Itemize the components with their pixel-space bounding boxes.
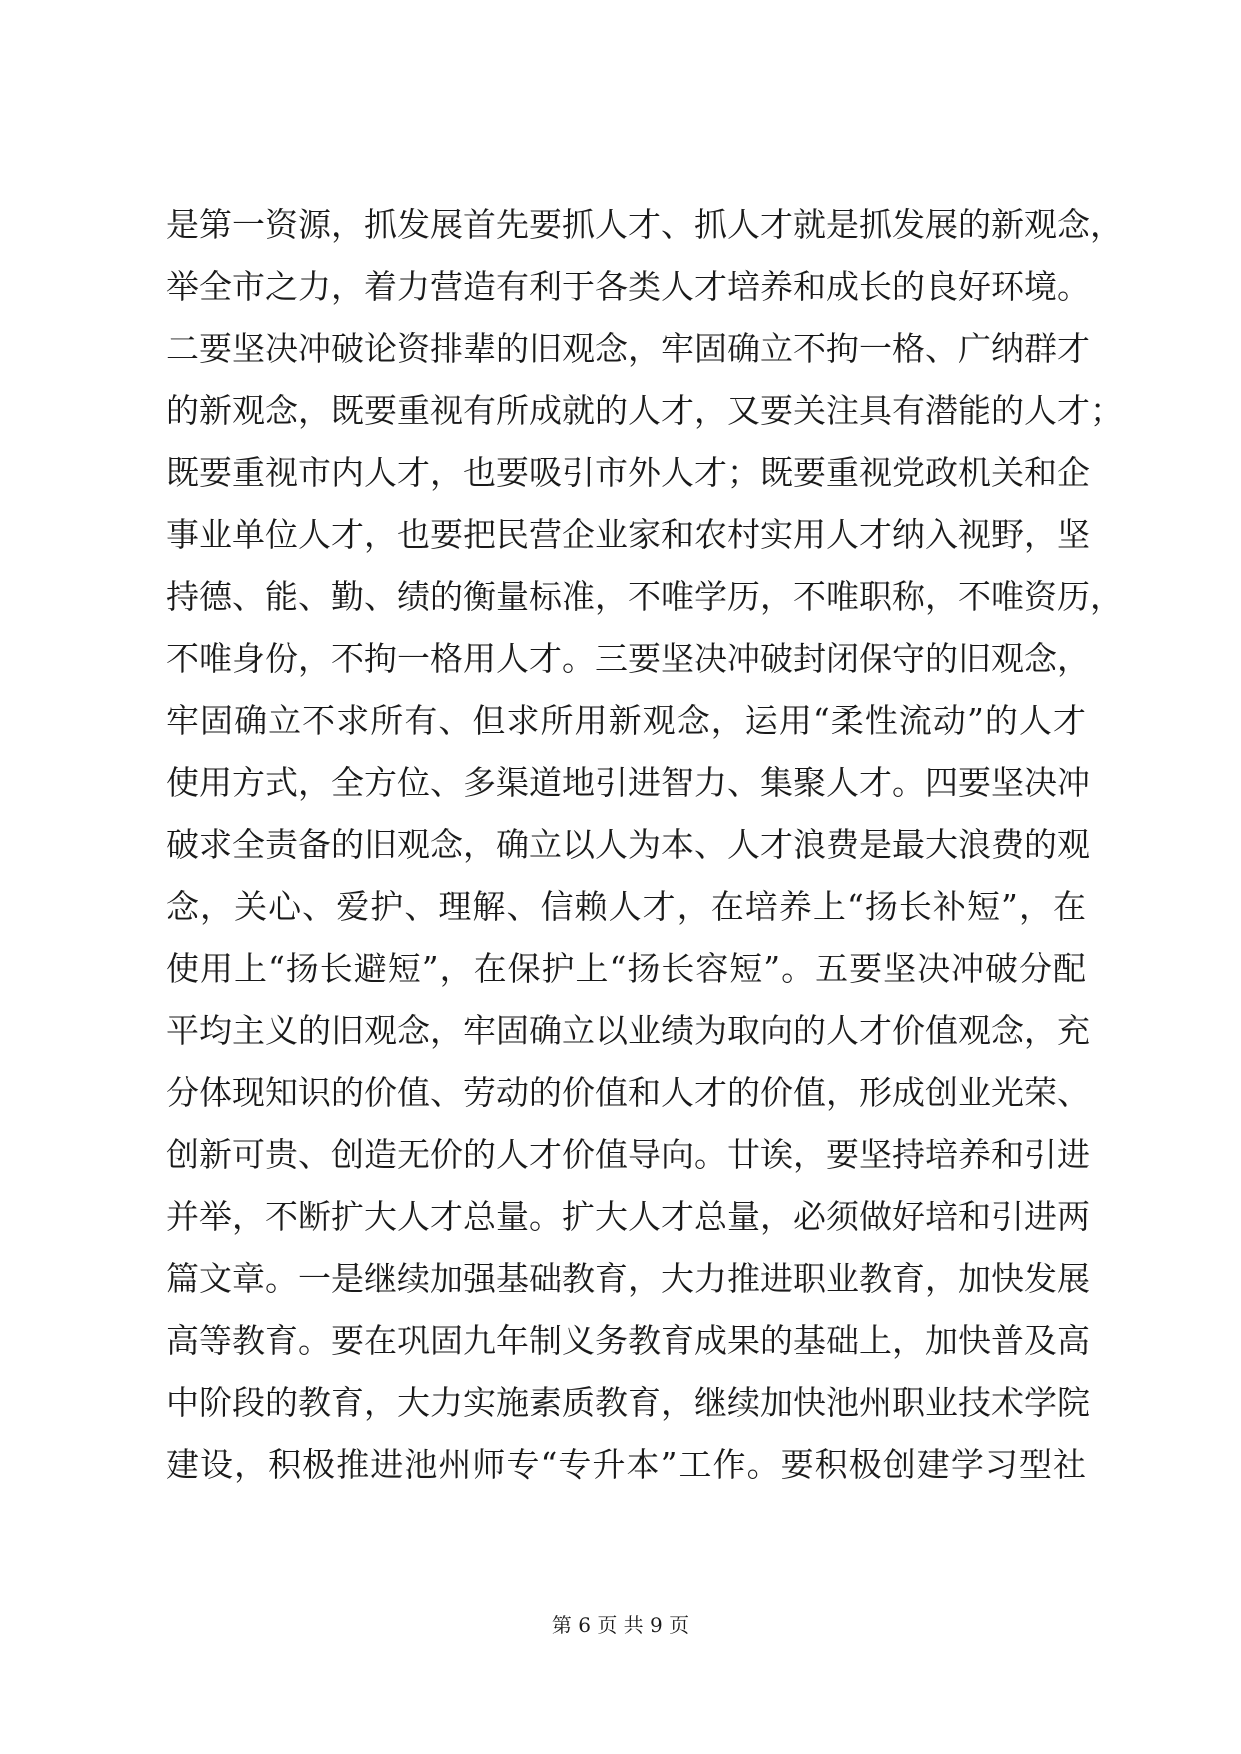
text-line: 中阶段的教育，大力实施素质教育，继续加快池州职业技术学院	[166, 1383, 1090, 1422]
text-line: 分体现知识的价值、劳动的价值和人才的价值，形成创业光荣、	[166, 1073, 1090, 1112]
text-line: 事业单位人才，也要把民营企业家和农村实用人才纳入视野，坚	[166, 515, 1090, 554]
text-line: 使用方式，全方位、多渠道地引进智力、集聚人才。四要坚决冲	[166, 763, 1090, 802]
text-line: 建设，积极推进池州师专“专升本”工作。要积极创建学习型社	[166, 1445, 1086, 1484]
text-line: 创新可贵、创造无价的人才价值导向。廿诶，要坚持培养和引进	[166, 1135, 1090, 1174]
text-line: 高等教育。要在巩固九年制义务教育成果的基础上，加快普及高	[166, 1321, 1090, 1360]
body-text	[166, 194, 1123, 1496]
text-line: 平均主义的旧观念，牢固确立以业绩为取向的人才价值观念，充	[166, 1011, 1090, 1050]
text-line: 念，关心、爱护、理解、信赖人才，在培养上“扬长补短”，在	[166, 887, 1086, 926]
text-line: 牢固确立不求所有、但求所用新观念，运用“柔性流动”的人才	[166, 701, 1086, 740]
text-line: 是第一资源，抓发展首先要抓人才、抓人才就是抓发展的新观念，	[166, 205, 1123, 244]
text-line: 使用上“扬长避短”，在保护上“扬长容短”。五要坚决冲破分配	[166, 949, 1086, 988]
text-line: 举全市之力，着力营造有利于各类人才培养和成长的良好环境。	[166, 267, 1090, 306]
text-line: 既要重视市内人才，也要吸引市外人才；既要重视党政机关和企	[166, 453, 1090, 492]
text-line: 不唯身份，不拘一格用人才。三要坚决冲破封闭保守的旧观念，	[166, 639, 1090, 678]
text-line: 破求全责备的旧观念，确立以人为本、人才浪费是最大浪费的观	[166, 825, 1090, 864]
text-line: 并举，不断扩大人才总量。扩大人才总量，必须做好培和引进两	[166, 1197, 1090, 1236]
text-line: 篇文章。一是继续加强基础教育，大力推进职业教育，加快发展	[166, 1259, 1090, 1298]
page-number: 第 6 页 共 9 页	[551, 1613, 690, 1637]
text-line: 二要坚决冲破论资排辈的旧观念，牢固确立不拘一格、广纳群才	[166, 329, 1090, 368]
text-line: 的新观念，既要重视有所成就的人才，又要关注具有潜能的人才；	[166, 391, 1123, 430]
text-line: 持德、能、勤、绩的衡量标准，不唯学历，不唯职称，不唯资历，	[166, 577, 1123, 616]
page-footer	[0, 1609, 1241, 1638]
